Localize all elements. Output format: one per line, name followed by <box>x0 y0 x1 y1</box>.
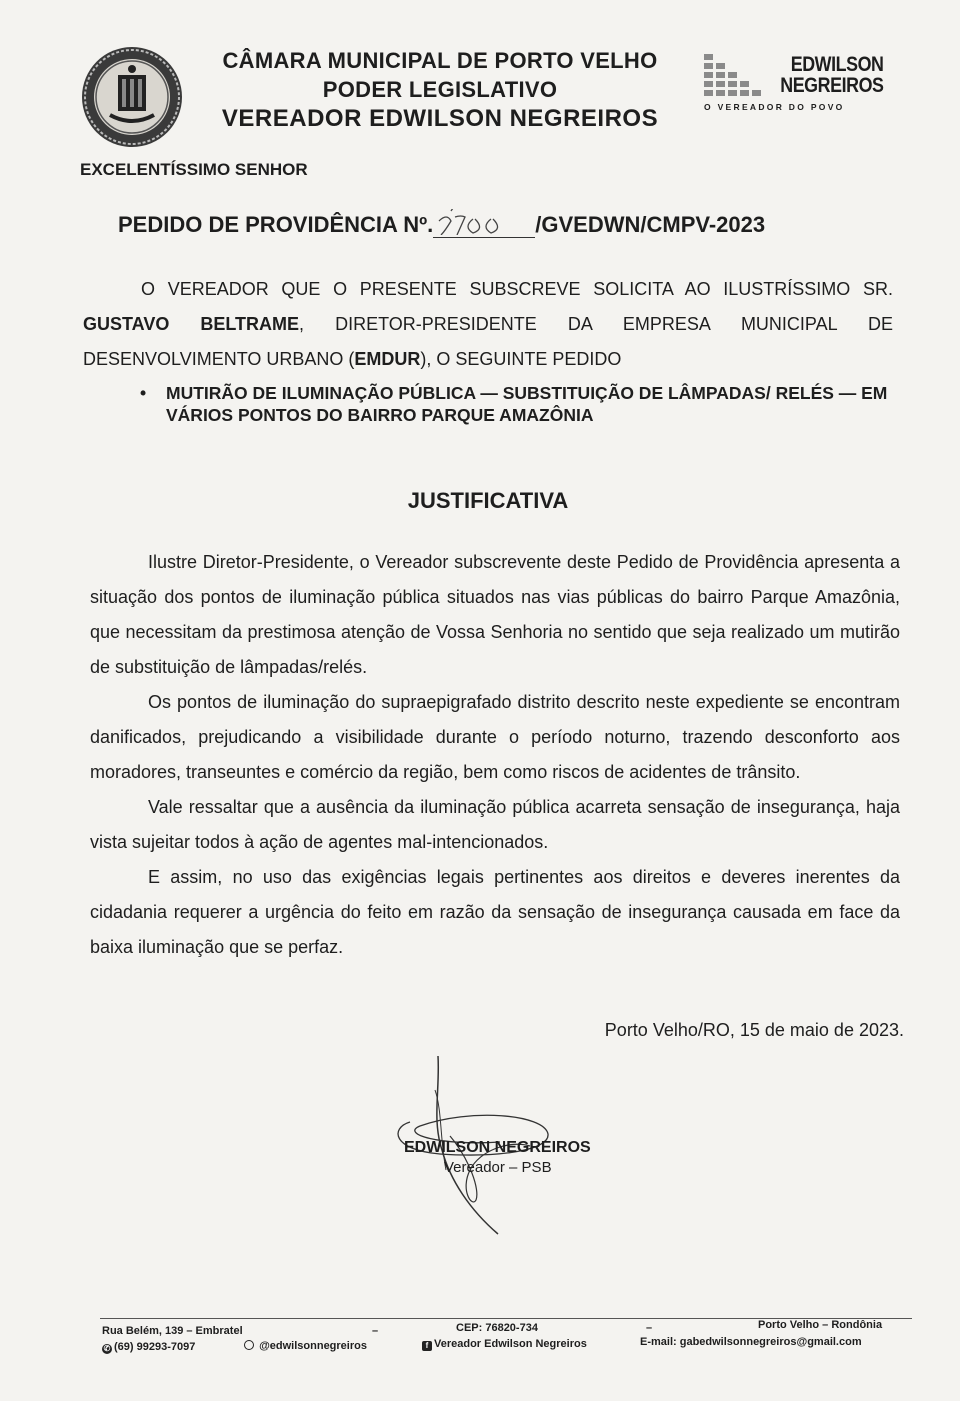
footer-address: Rua Belém, 139 – Embratel <box>102 1325 243 1337</box>
request-number-line <box>118 212 765 238</box>
footer-cep: CEP: 76820-734 <box>456 1322 538 1334</box>
justification-paragraph: Os pontos de iluminação do supraepigrafado distrito descrito neste expediente se encontram danificados, prejudicando a visibilidade durante o período noturno, trazendo desconforto aos moradores, transeuntes e comércio da região, bem como riscos de acidentes de trânsito. <box>90 692 900 782</box>
justification-paragraph: E assim, no uso das exigências legais pertinentes aos direitos e deveres inerentes da cidadania requerer a urgência do feito em razão da sensação de insegurança causada em face da baixa iluminação que se perfaz. <box>90 867 900 957</box>
facebook-icon: f <box>422 1341 432 1351</box>
place-and-date: Porto Velho/RO, 15 de maio de 2023. <box>604 1020 904 1040</box>
councillor-name: VEREADOR EDWILSON NEGREIROS <box>221 105 659 132</box>
justification-body <box>90 545 900 965</box>
bullet-icon: • <box>140 383 147 403</box>
footer-facebook: f Vereador Edwilson Negreiros <box>422 1338 587 1351</box>
bars-logo-icon <box>704 54 764 104</box>
justification-title: JUSTIFICATIVA <box>407 488 569 513</box>
request-prefix: PEDIDO DE PROVIDÊNCIA Nº. <box>118 212 434 237</box>
branch-name: PODER LEGISLATIVO <box>322 77 558 102</box>
footer-instagram: @edwilsonnegreiros <box>244 1340 367 1352</box>
footer-separator: – <box>646 1322 653 1334</box>
instagram-icon <box>244 1340 254 1350</box>
chamber-name: CÂMARA MUNICIPAL DE PORTO VELHO <box>222 48 658 73</box>
logo-name: EDWILSON NEGREIROS <box>780 53 884 97</box>
request-intro: O VEREADOR QUE O PRESENTE SUBSCREVE SOLICITA AO ILUSTRÍSSIMO SR. GUSTAVO BELTRAME, DIRETOR-PRESIDENTE DA EMPRESA MUNICIPAL DE DESENVOLVIMENTO URBANO (EMDUR), O SEGUINTE PEDIDO <box>83 279 893 369</box>
whatsapp-icon: ✆ <box>103 1344 111 1353</box>
request-suffix: /GVEDWN/CMPV-2023 <box>535 212 766 237</box>
handwritten-request-number <box>433 215 535 238</box>
request-item <box>140 382 900 426</box>
justification-paragraph: Vale ressaltar que a ausência da iluminação pública acarreta sensação de insegurança, haja vista sujeitar todos à ação de agentes mal-intencionados. <box>90 797 900 852</box>
request-item-text: MUTIRÃO DE ILUMINAÇÃO PÚBLICA — SUBSTITUIÇÃO DE LÂMPADAS/ RELÉS — EM VÁRIOS PONTOS DO BAIRRO PARQUE AMAZÔNIA <box>166 383 888 425</box>
agency-acronym: EMDUR <box>354 349 421 369</box>
councillor-logo <box>700 50 890 120</box>
footer-separator: – <box>372 1325 379 1337</box>
signer-role: Vereador – PSB <box>444 1159 552 1176</box>
justification-paragraph: Ilustre Diretor-Presidente, o Vereador subscrevente deste Pedido de Providência apresenta a situação dos pontos de iluminação pública situados nas vias públicas do bairro Parque Amazônia, que necessitam da prestimosa atenção de Vossa Senhoria no sentido que seja realizado um mutirão de substituição de lâmpadas/relés. <box>90 552 900 677</box>
salutation: EXCELENTÍSSIMO SENHOR <box>80 160 308 179</box>
director-name: GUSTAVO BELTRAME <box>83 314 300 334</box>
signer-name: EDWILSON NEGREIROS <box>404 1139 591 1156</box>
letterhead <box>200 46 680 133</box>
footer-city: Porto Velho – Rondônia <box>758 1319 883 1331</box>
footer-email: E-mail: gabedwilsonnegreiros@gmail.com <box>640 1336 862 1348</box>
logo-tagline: O VEREADOR DO POVO <box>704 102 845 112</box>
footer-phone: ✆ (69) 99293-7097 <box>103 1341 196 1353</box>
chamber-seal-icon <box>80 45 184 149</box>
